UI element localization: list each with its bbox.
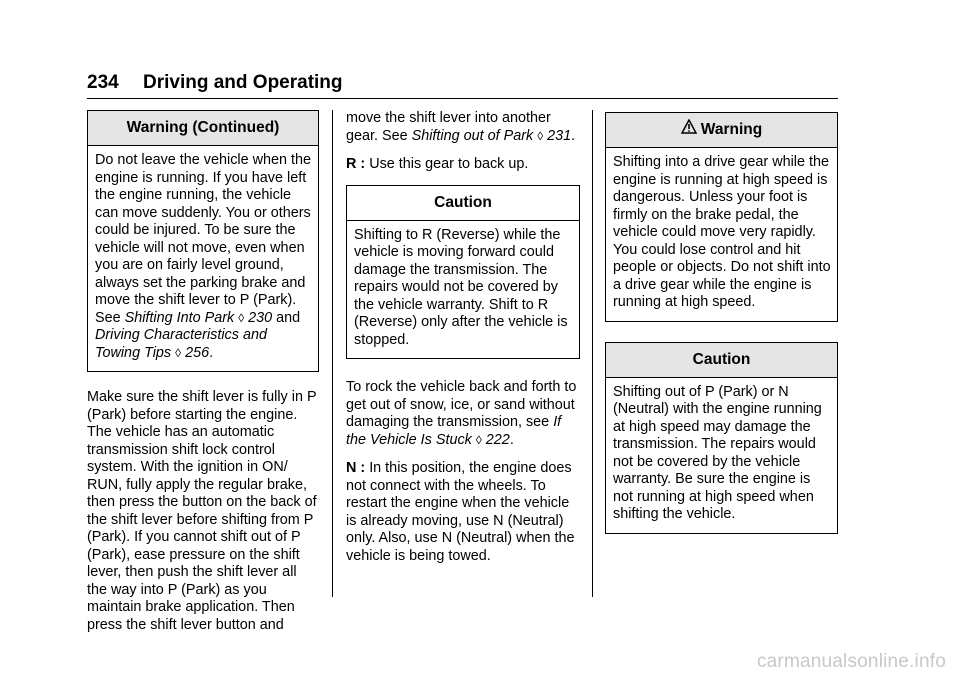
shift-lock-paragraph: Make sure the shift lever is fully in P (Park) before starting the engine. The vehicle has an automatic transmission shift lock control system. With the ignition in ON/ RUN, fully apply the regular brake, then press the button on the back of the shift lever before shifting from P (Park). If you cannot shift out of P (Park), ease pressure on the shift lever, then push the shift lever all the way into P (Park) as you maintain brake application. Then press the shift lever button and [87,389,317,633]
rock-vehicle-paragraph [346,379,580,449]
period: . [509,431,514,448]
gear-label-r: R : [346,156,366,172]
warning-title-text: Warning [700,121,763,139]
reverse-text: Use this gear to back up. [369,156,529,172]
ref-shifting-out-of-park[interactable]: Shifting out of Park [411,127,534,144]
page-ref-icon: ◊ [175,345,182,360]
warning-box-body [88,146,318,371]
caution-box-high-speed [605,342,838,534]
neutral-text: In this position, the engine does not connect with the wheels. To restart the engine when the vehicle is already moving, use N (Neutral) only. Also, use N (Neutral) when the vehicle is being towed. [346,460,575,564]
page-ref-icon: ◊ [537,128,544,143]
warning-triangle-icon [681,113,697,147]
ref-page-231[interactable]: 231 [547,127,572,144]
page-header [87,72,343,94]
warning-box-high-speed [605,112,838,322]
ref-vehicle-is-stuck[interactable]: If the Vehicle Is Stuck [346,414,562,448]
caution-box-title: Caution [606,343,837,378]
column-divider-1 [332,110,333,597]
caution-box-title: Caution [347,186,579,221]
column-2 [346,110,580,565]
column-3 [605,112,838,534]
rock-text: To rock the vehicle back and forth to get out of snow, ice, or sand without damaging the transmission, see [346,379,577,430]
gear-label-n: N : [346,460,366,476]
warning-box-body: Shifting into a drive gear while the engine is running at high speed is dangerous. Unless your foot is firmly on the brake pedal, the vehicle could move very rapidly. You could lose control and hit people or objects. Do not shift into a drive gear while the engine is running at high speed. [613,154,831,310]
reverse-paragraph [346,156,580,174]
ref-page-222[interactable]: 222 [485,431,510,448]
caution-box-body: Shifting out of P (Park) or N (Neutral) with the engine running at high speed may damage the transmission. The repairs would not be covered by the vehicle warranty. Be sure the engine is not running at high speed when shifting the vehicle. [613,383,822,522]
warning-box-title: Warning (Continued) [88,111,318,146]
section-title: Driving and Operating [143,72,343,93]
column-1 [87,110,319,634]
period: . [209,344,214,361]
column-divider-2 [592,110,593,597]
page-ref-icon: ◊ [238,310,245,325]
ref-page-230[interactable]: 230 [248,309,273,326]
neutral-paragraph [346,460,580,565]
watermark-text: carmanualsonline.info [756,651,946,672]
period: . [571,127,576,144]
ref-driving-characteristics[interactable]: Driving Characteristics and Towing Tips [95,327,267,361]
continuation-paragraph [346,110,580,145]
caution-box-reverse [346,185,580,360]
and-text: and [276,309,301,326]
header-rule [87,98,838,99]
continuation-text: move the shift lever into another gear. See [346,110,551,144]
warning-box-continued [87,110,319,372]
page-number: 234 [87,72,119,93]
warning-text: Do not leave the vehicle when the engine is running. If you have left the engine running, the vehicle can move suddenly. You or others could be injured. To be sure the vehicle will not move, even when you are on fairly level ground, always set the parking brake and move the shift lever to P (Park). See [95,152,312,326]
warning-box-title [606,113,837,148]
ref-page-256[interactable]: 256 [185,344,210,361]
caution-box-body: Shifting to R (Reverse) while the vehicle is moving forward could damage the transmission. The repairs would not be covered by the vehicle warranty. Shift to R (Reverse) only after the vehicle is stopped. [354,226,568,348]
page-ref-icon: ◊ [475,432,482,447]
ref-shifting-into-park[interactable]: Shifting Into Park [124,309,235,326]
